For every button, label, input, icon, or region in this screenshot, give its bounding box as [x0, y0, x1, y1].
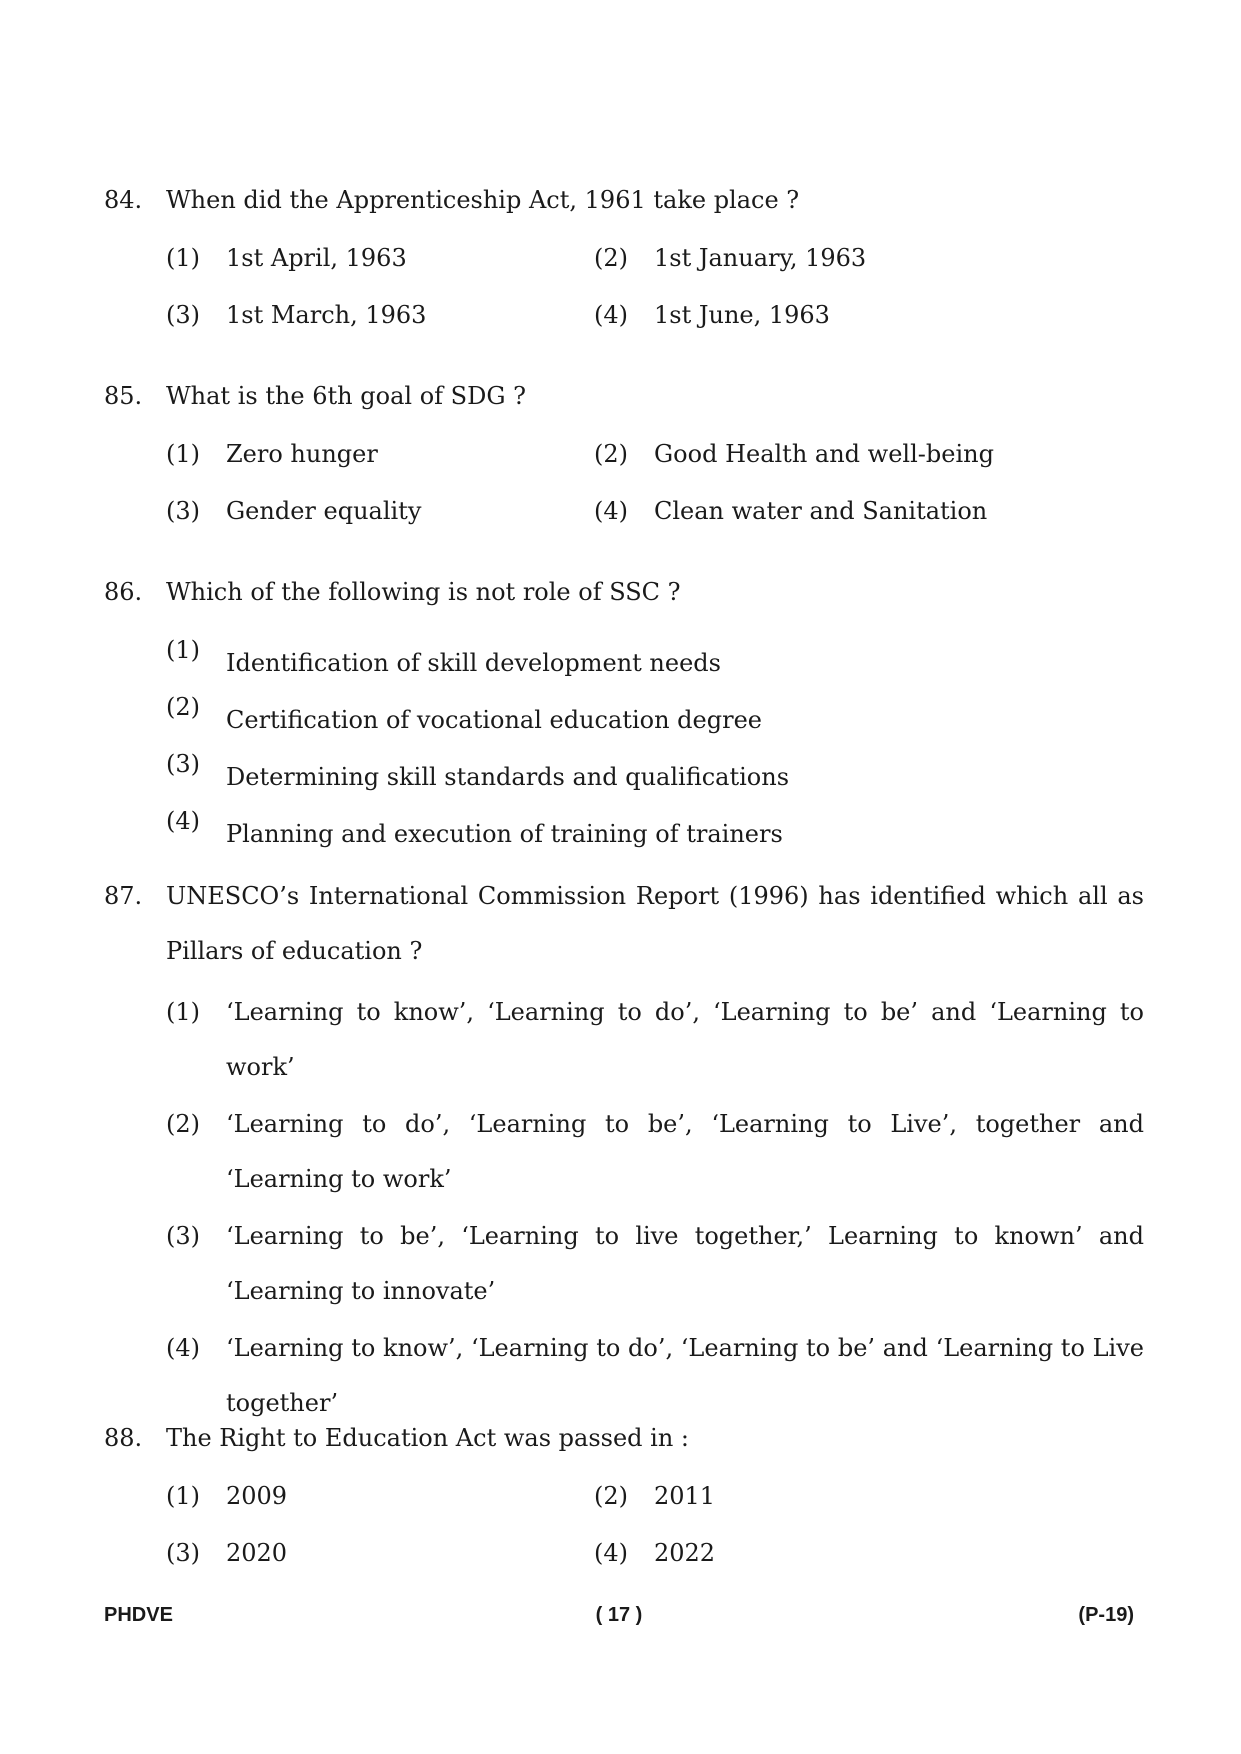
option-2	[594, 440, 1022, 468]
option-3	[166, 1539, 594, 1567]
question-85	[104, 382, 1144, 554]
question-text: What is the 6th goal of SDG ?	[166, 382, 526, 410]
option-text: ‘Learning to know’, ‘Learning to do’, ‘Learning to be’ and ‘Learning to work’	[226, 998, 1144, 1081]
option-text: 2011	[654, 1482, 716, 1510]
option-4	[166, 807, 1144, 862]
option-text: Good Health and well-being	[654, 440, 994, 468]
option-text: 1st January, 1963	[654, 244, 867, 272]
question-text: UNESCO’s International Commission Report (1996) has identified which all as Pillars of education ?	[166, 882, 1144, 965]
option-1	[166, 1482, 594, 1510]
option-number: (2)	[594, 440, 628, 468]
option-text: Gender equality	[226, 497, 422, 525]
option-number: (1)	[166, 1482, 200, 1510]
option-number: (3)	[166, 497, 200, 525]
option-number: (3)	[166, 301, 200, 329]
footer-paper-code: PHDVE	[104, 1604, 173, 1626]
option-number: (1)	[166, 244, 200, 272]
option-3	[166, 301, 594, 329]
question-number: 86.	[104, 578, 143, 606]
question-87	[104, 869, 1144, 1431]
option-4	[594, 497, 1022, 525]
option-text: Planning and execution of training of trainers	[226, 820, 783, 848]
option-2	[594, 1482, 1022, 1510]
option-number: (4)	[166, 1334, 200, 1362]
option-text: ‘Learning to be’, ‘Learning to live together,’ Learning to known’ and ‘Learning to innovate’	[226, 1222, 1144, 1305]
option-3	[166, 750, 1144, 805]
question-number: 88.	[104, 1424, 143, 1452]
option-3	[166, 1209, 1144, 1319]
option-number: (2)	[166, 693, 200, 721]
option-number: (4)	[594, 301, 628, 329]
page-footer	[104, 1604, 1134, 1627]
option-1	[166, 636, 1144, 691]
option-text: Identification of skill development needs	[226, 649, 721, 677]
option-4	[166, 1321, 1144, 1431]
option-number: (4)	[594, 497, 628, 525]
option-number: (1)	[166, 636, 200, 664]
question-number: 84.	[104, 186, 143, 214]
question-text: The Right to Education Act was passed in :	[166, 1424, 689, 1452]
option-text: 2009	[226, 1482, 288, 1510]
option-text: ‘Learning to do’, ‘Learning to be’, ‘Learning to Live’, together and ‘Learning to work’	[226, 1110, 1144, 1193]
option-number: (4)	[166, 807, 200, 835]
option-2	[594, 244, 1022, 272]
option-number: (2)	[594, 244, 628, 272]
question-number: 85.	[104, 382, 143, 410]
option-number: (3)	[166, 1222, 200, 1250]
option-text: 1st April, 1963	[226, 244, 407, 272]
footer-set-code: (P-19)	[1078, 1604, 1134, 1626]
option-number: (2)	[594, 1482, 628, 1510]
option-2	[166, 693, 1144, 748]
option-3	[166, 497, 594, 525]
option-number: (2)	[166, 1110, 200, 1138]
option-text: ‘Learning to know’, ‘Learning to do’, ‘Learning to be’ and ‘Learning to Live together’	[226, 1334, 1144, 1417]
option-number: (1)	[166, 998, 200, 1026]
option-text: 1st June, 1963	[654, 301, 830, 329]
option-text: Clean water and Sanitation	[654, 497, 988, 525]
option-text: Zero hunger	[226, 440, 378, 468]
question-text: When did the Apprenticeship Act, 1961 take place ?	[166, 186, 800, 214]
option-1	[166, 985, 1144, 1095]
option-text: Certification of vocational education degree	[226, 706, 762, 734]
footer-page-number: ( 17 )	[595, 1604, 643, 1626]
option-4	[594, 301, 1022, 329]
question-text: Which of the following is not role of SSC ?	[166, 578, 681, 606]
option-text: 2020	[226, 1539, 288, 1567]
option-1	[166, 440, 594, 468]
option-text: 1st March, 1963	[226, 301, 427, 329]
option-number: (3)	[166, 1539, 200, 1567]
option-1	[166, 244, 594, 272]
option-number: (4)	[594, 1539, 628, 1567]
option-text: Determining skill standards and qualifications	[226, 763, 790, 791]
question-84	[104, 186, 1144, 358]
option-4	[594, 1539, 1022, 1567]
option-2	[166, 1097, 1144, 1207]
question-88	[104, 1424, 1144, 1596]
question-86	[104, 578, 1144, 864]
question-number: 87.	[104, 882, 143, 910]
option-text: 2022	[654, 1539, 716, 1567]
option-number: (1)	[166, 440, 200, 468]
option-number: (3)	[166, 750, 200, 778]
